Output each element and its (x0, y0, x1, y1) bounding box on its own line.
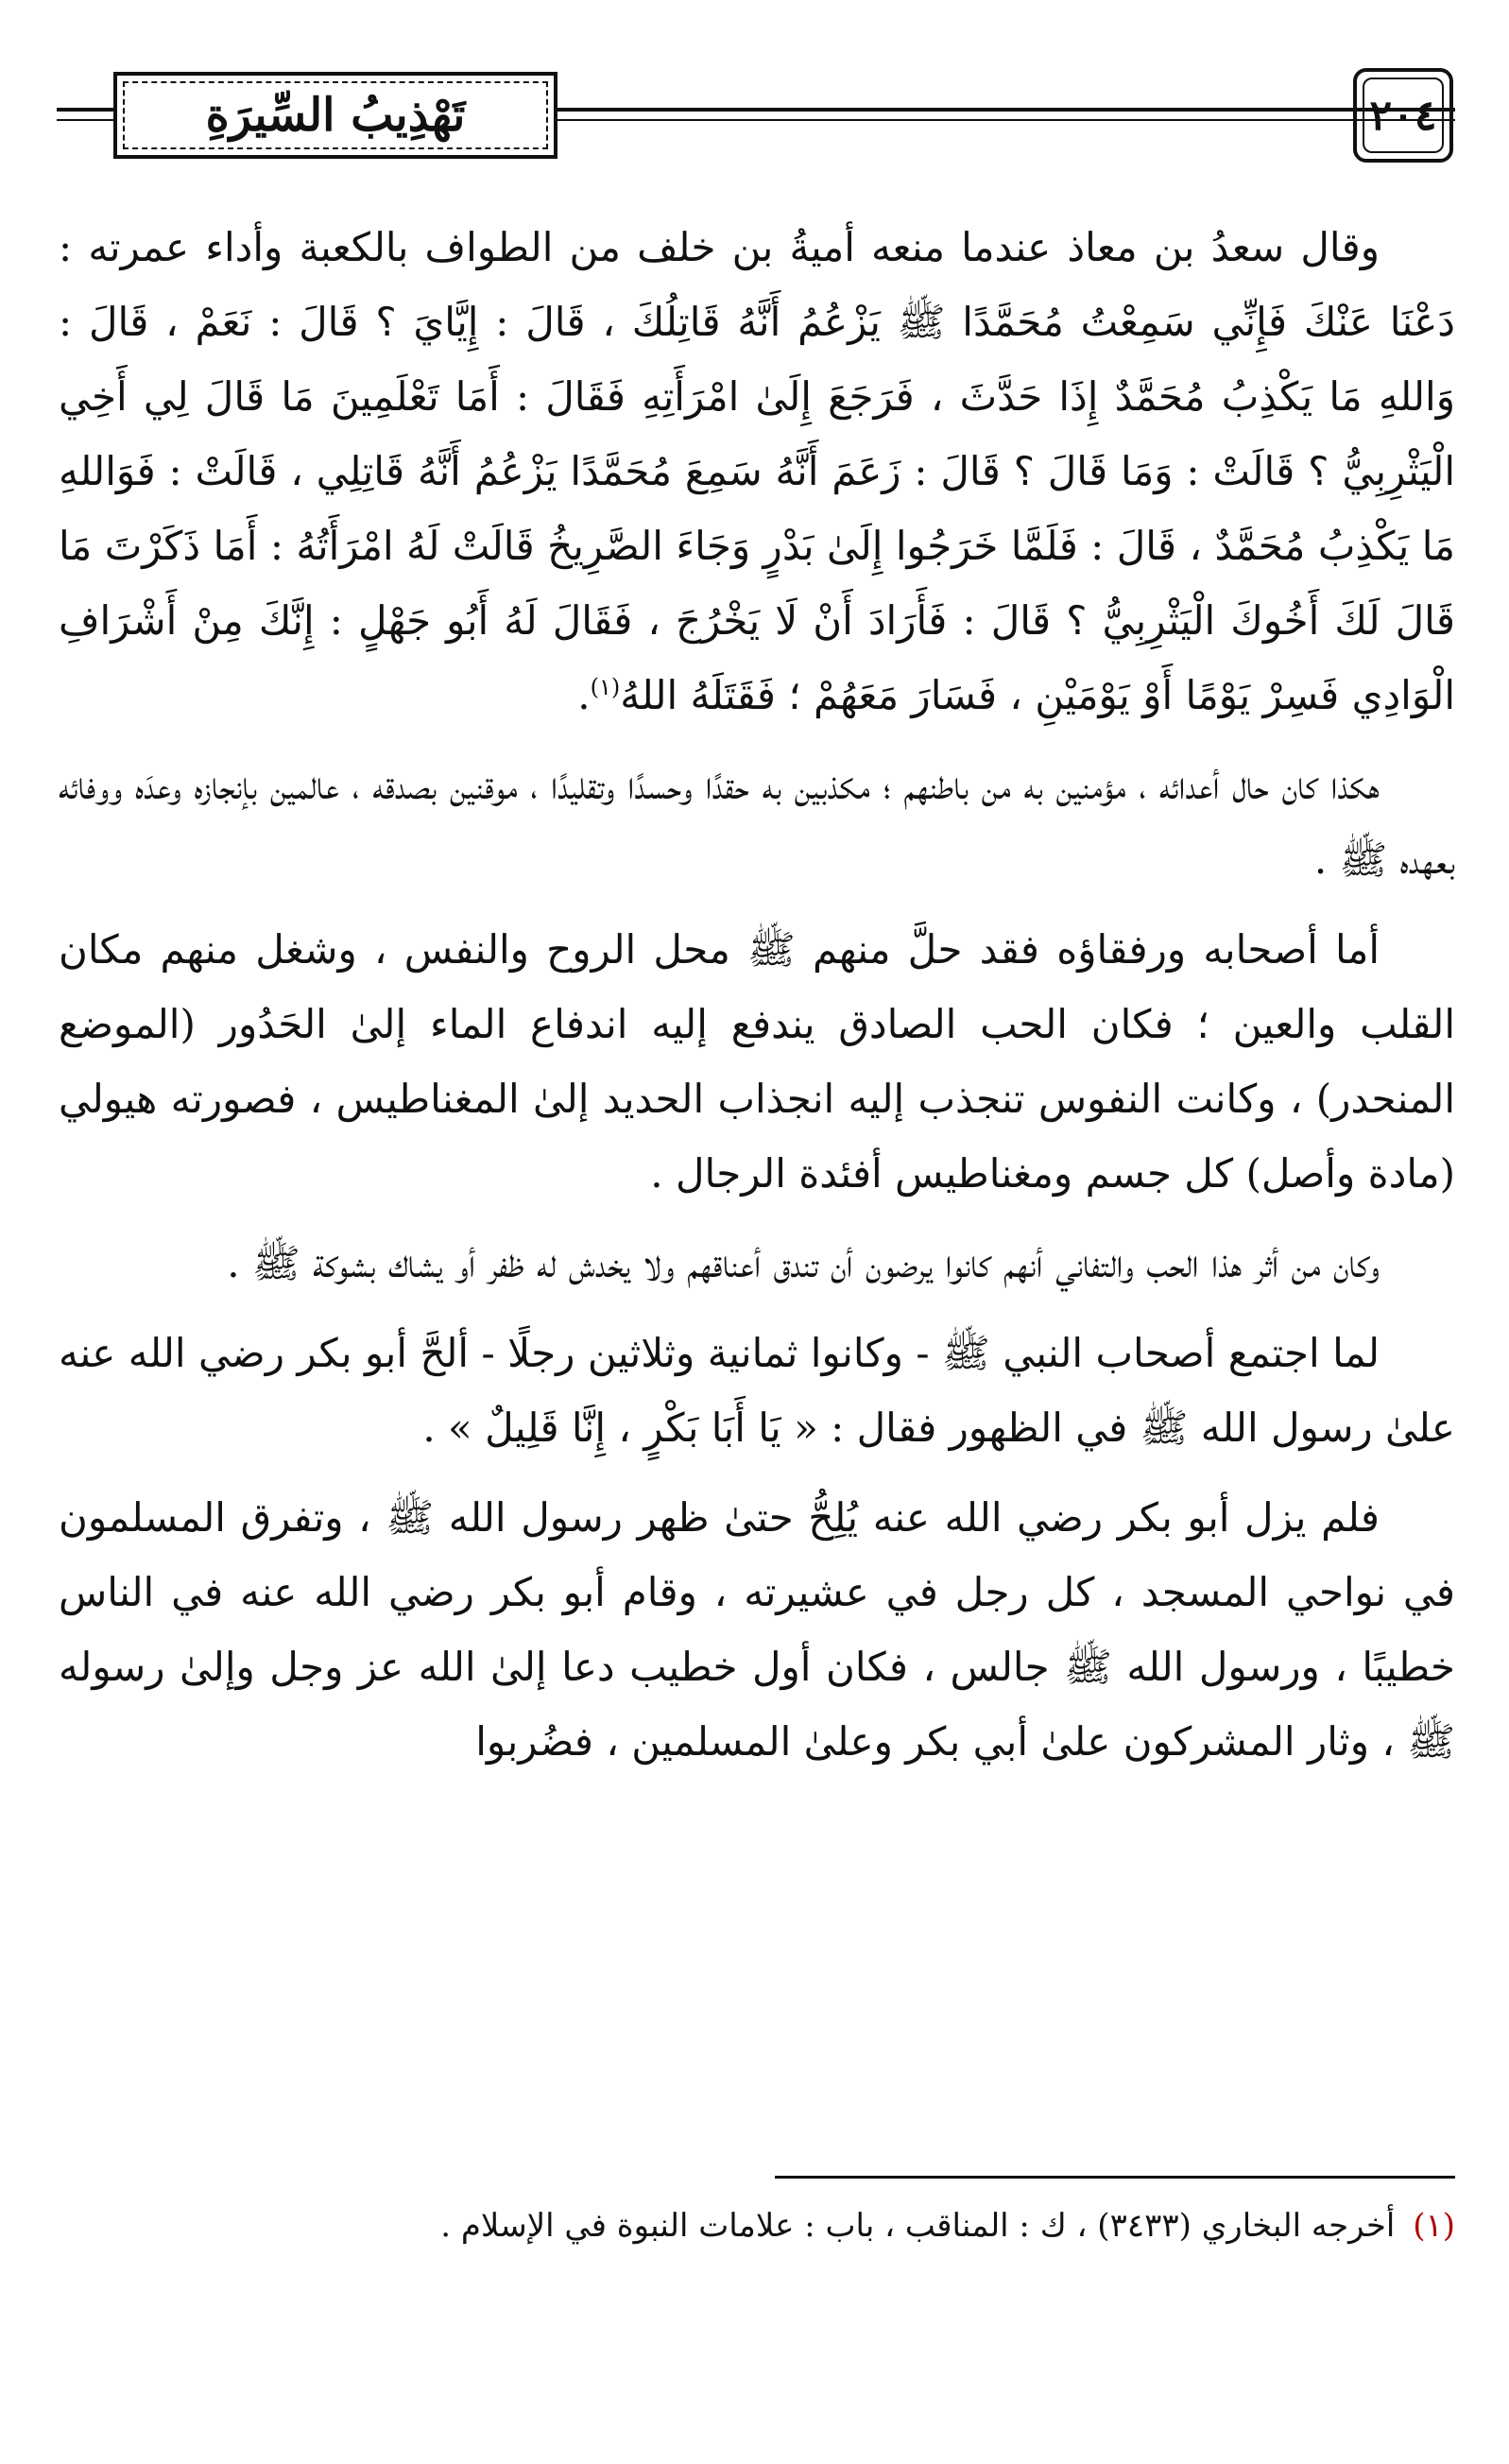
page-number: ٢٠٤ (1369, 91, 1437, 140)
paragraph: فلم يزل أبو بكر رضي الله عنه يُلِحُّ حتىٰ ظهر رسول الله ﷺ ، وتفرق المسلمون في نواحي المسجد ، كل رجل في عشيرته ، وقام أبو بكر رضي الله عنه في الناس خطيبًا ، ورسول الله ﷺ جالس ، فكان أول خطيب دعا إلىٰ الله عز وجل وإلىٰ رسوله ﷺ ، وثار المشركون علىٰ أبي بكر وعلىٰ المسلمين ، فضُربوا (59, 1494, 1455, 1765)
page-header (57, 66, 1455, 170)
page-body (59, 210, 1455, 1779)
page-number-box (1353, 68, 1453, 163)
paragraph: أما أصحابه ورفقاؤه فقد حلَّ منهم ﷺ محل الروح والنفس ، وشغل منهم مكان القلب والعين ؛ فكان الحب الصادق يندفع إليه اندفاع الماء إلىٰ الحَدُور (الموضع المنحدر) ، وكانت النفوس تنجذب إليه انجذاب الحديد إلىٰ المغناطيس ، فصورته هيولي (مادة وأصل) كل جسم ومغناطيس أفئدة الرجال . (59, 926, 1455, 1197)
book-title-cartouche (113, 72, 557, 159)
paragraph: وقال سعدُ بن معاذ عندما منعه أميةُ بن خلف من الطواف بالكعبة وأداء عمرته : دَعْنَا عَنْكَ فَإِنِّي سَمِعْتُ مُحَمَّدًا ﷺ يَزْعُمُ أَنَّهُ قَاتِلُكَ ، قَالَ : إِيَّايَ ؟ قَالَ : نَعَمْ ، قَالَ : وَاللهِ مَا يَكْذِبُ مُحَمَّدٌ إِذَا حَدَّثَ ، فَرَجَعَ إِلَىٰ امْرَأَتِهِ فَقَالَ : أَمَا تَعْلَمِينَ مَا قَالَ لِي أَخِي الْيَثْرِبِيُّ ؟ قَالَتْ : وَمَا قَالَ ؟ قَالَ : زَعَمَ أَنَّهُ سَمِعَ مُحَمَّدًا يَزْعُمُ أَنَّهُ قَاتِلِي ، قَالَتْ : فَوَاللهِ مَا يَكْذِبُ مُحَمَّدٌ ، قَالَ : فَلَمَّا خَرَجُوا إِلَىٰ بَدْرٍ وَجَاءَ الصَّرِيخُ قَالَتْ لَهُ امْرَأَتُهُ : أَمَا ذَكَرْتَ مَا قَالَ لَكَ أَخُوكَ الْيَثْرِبِيُّ ؟ قَالَ : فَأَرَادَ أَنْ لَا يَخْرُجَ ، فَقَالَ لَهُ أَبُو جَهْلٍ : إِنَّكَ مِنْ أَشْرَافِ الْوَادِي فَسِرْ يَوْمًا أَوْ يَوْمَيْنِ ، فَسَارَ مَعَهُمْ ؛ فَقَتَلَهُ اللهُ$^{(١)}$. (59, 224, 1455, 718)
paragraph: وكان من أثر هذا الحب والتفاني أنهم كانوا يرضون أن تندق أعناقهم ولا يخدش له ظفر أو يشاك بشوكة ﷺ . (227, 1240, 1380, 1286)
footnote-marker: (١) (1413, 2207, 1455, 2245)
paragraph: هكذا كان حال أعدائه ، مؤمنين به من باطنهم ؛ مكذبين به حقدًا وحسدًا وتقليدًا ، موقنين بصدقه ، عالمين بإنجازه وعدَه ووفائه بعهده ﷺ . (59, 762, 1455, 883)
footnote-text: أخرجه البخاري (٣٤٣٣) ، ك : المناقب ، باب : علامات النبوة في الإسلام . (440, 2207, 1396, 2245)
footnote-reference: (١) (590, 674, 621, 700)
footnote-divider (775, 2176, 1455, 2179)
footnote (59, 2202, 1455, 2249)
book-title: تَهْذِيبُ السِّيرَةِ (205, 89, 466, 142)
paragraph-text: وقال سعدُ بن معاذ عندما منعه أميةُ بن خلف من الطواف بالكعبة وأداء عمرته : دَعْنَا عَنْكَ فَإِنِّي سَمِعْتُ مُحَمَّدًا ﷺ يَزْعُمُ أَنَّهُ قَاتِلُكَ ، قَالَ : إِيَّايَ ؟ قَالَ : نَعَمْ ، قَالَ : وَاللهِ مَا يَكْذِبُ مُحَمَّدٌ إِذَا حَدَّثَ ، فَرَجَعَ إِلَىٰ امْرَأَتِهِ فَقَالَ : أَمَا تَعْلَمِينَ مَا قَالَ لِي أَخِي الْيَثْرِبِيُّ ؟ قَالَتْ : وَمَا قَالَ ؟ قَالَ : زَعَمَ أَنَّهُ سَمِعَ مُحَمَّدًا يَزْعُمُ أَنَّهُ قَاتِلِي ، قَالَتْ : فَوَاللهِ مَا يَكْذِبُ مُحَمَّدٌ ، قَالَ : فَلَمَّا خَرَجُوا إِلَىٰ بَدْرٍ وَجَاءَ الصَّرِيخُ قَالَتْ لَهُ امْرَأَتُهُ : أَمَا ذَكَرْتَ مَا قَالَ لَكَ أَخُوكَ الْيَثْرِبِيُّ ؟ قَالَ : فَأَرَادَ أَنْ لَا يَخْرُجَ ، فَقَالَ لَهُ أَبُو جَهْلٍ : إِنَّكَ مِنْ أَشْرَافِ الْوَادِي فَسِرْ يَوْمًا أَوْ يَوْمَيْنِ ، فَسَارَ مَعَهُمْ ؛ فَقَتَلَهُ اللهُ (59, 224, 1455, 718)
paragraph: لما اجتمع أصحاب النبي ﷺ - وكانوا ثمانية وثلاثين رجلًا - ألحَّ أبو بكر رضي الله عنه علىٰ رسول الله ﷺ في الظهور فقال : « يَا أَبَا بَكْرٍ ، إِنَّا قَلِيلٌ » . (59, 1330, 1455, 1451)
